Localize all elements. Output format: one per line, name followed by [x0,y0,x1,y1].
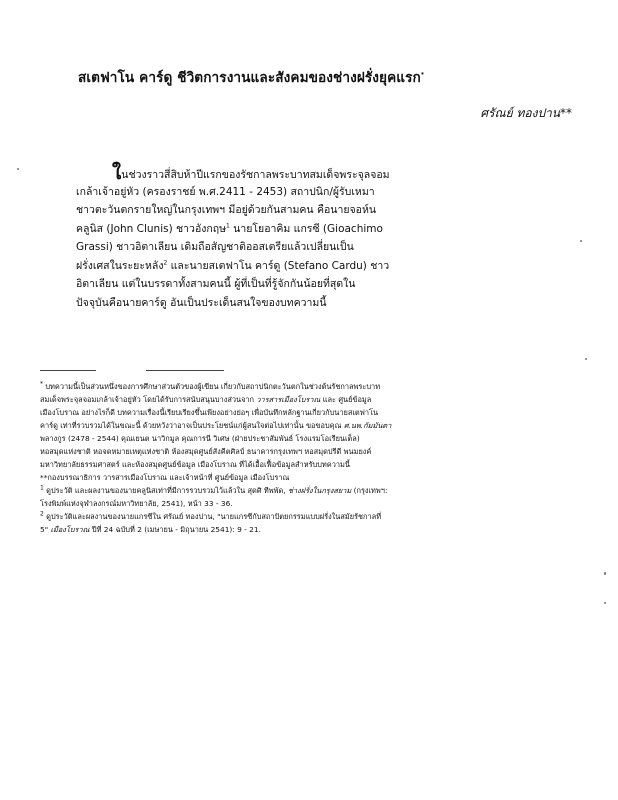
footnote-line: * บทความนี้เป็นส่วนหนึ่งของการศึกษาส่วนตัวของผู้เขียน เกี่ยวกับสถาปนิกตะวันตกในช่วงต้นรัชกาลพระบาท [40,380,381,391]
footnote-line: สมเด็จพระจุลจอมเกล้าเจ้าอยู่หัว โดยได้รับการสนับสนุนบางส่วนจาก วารสารเมืองโบราณ และ ศูนย์ข้อมูล [40,395,372,404]
scan-speck [580,240,582,242]
body-line: Grassi) ชาวอิตาเลียน เดิมถือสัญชาติออสเตรียแล้วเปลี่ยนเป็น [76,241,354,253]
scan-speck [604,602,606,604]
body-line: คลูนิส (John Clunis) ชาวอังกฤษ$^1$ นายโยอาคิม แกรซี (Gioachimo [76,222,383,235]
footnote-line: **กองบรรณาธิการ วารสารเมืองโบราณ และเจ้าหน้าที่ ศูนย์ข้อมูล เมืองโบราณ [40,473,290,482]
body-line: อิตาเลียน แต่ในบรรดาทั้งสามคนนี้ ผู้ที่เป็นที่รู้จักกันน้อยที่สุดใน [76,278,356,290]
scan-speck [17,168,19,170]
body-line: ชาวตะวันตกรายใหญ่ในกรุงเทพฯ มีอยู่ด้วยกันสามคน คือนายจอห์น [76,204,377,216]
footnote-line: 5" เมืองโบราณ ปีที่ 24 ฉบับที่ 2 (เมษายน - มิถุนายน 2541): 9 - 21. [40,525,261,534]
footnote-line: เมืองโบราณ อย่างไรก็ดี บทความเรื่องนี้เรียบเรียงขึ้นเพียงอย่างย่อๆ เพื่อบันทึกหลักฐานเกี่ยวกับนายสเตฟาโน [40,408,379,417]
footnote-line: มหาวิทยาลัยธรรมศาสตร์ และห้องสมุดศูนย์ข้อมูล เมืองโบราณ ที่ได้เอื้อเฟื้อข้อมูลสำหรับบทความนี้ [40,460,350,469]
drop-cap: ใ [112,162,122,184]
footnote-ref-2: 2 [163,259,168,266]
scan-speck [585,358,587,360]
footnote-line: $^2$ ดูประวัติและผลงานของนายแกรซีใน ศรัณย์ ทองปาน, "นายแกรซีกับสถาปัตยกรรมแบบฝรั่งในสมัยรัชกาลที่ [40,510,382,521]
body-paragraph [76,162,484,312]
footnote-line: โรงพิมพ์แห่งจุฬาลงกรณ์มหาวิทยาลัย, 2541), หน้า 33 - 36. [40,499,233,508]
body-line: ในช่วงราวสี่สิบห้าปีแรกของรัชกาลพระบาทสมเด็จพระจุลจอม [112,162,390,184]
author-name: ศรัณย์ ทองปาน** [480,106,572,120]
footnote-divider [40,370,96,371]
footnote-ref-1: 1 [226,222,230,229]
footnote-line: หอสมุดแห่งชาติ หอจดหมายเหตุแห่งชาติ ห้องสมุดศูนย์สังคีตศิลป์ ธนาคารกรุงเทพฯ หอสมุดปรีดี พนมยงค์ [40,447,372,456]
footnote-line: $^1$ ดูประวัติ และผลงานของนายคลูนิสเท่าที่มีการรวบรวมไว้แล้วใน สุดศิ ทีพพัด, ช่างฝรั่งในกรุงสยาม (กรุงเทพฯ: [40,484,388,495]
footnote-divider [146,370,224,371]
footnotes [40,380,580,536]
body-line: ปัจจุบันคือนายคาร์ดู อันเป็นประเด็นสนใจของบทความนี้ [76,296,327,309]
scan-speck [604,572,606,575]
article-title-text: สเตฟาโน คาร์ดู ชีวิตการงานและสังคมของช่างฝรั่งยุคแรก [78,70,421,86]
body-line: เกล้าเจ้าอยู่หัว (ครองราชย์ พ.ศ.2411 - 2453) สถาปนิก/ผู้รับเหมา [76,185,375,198]
footnote-line: พลางกูร (2478 - 2544) คุณเยนต นาวิกมูล คุณการนี วิเศษ (ฝ่ายประชาสัมพันธ์ โรงแรมโอเรียนเต็ล) [40,434,360,443]
footnote-line: คาร์ดู เท่าที่รวบรวมได้ในขณะนี้ ด้วยหวังว่าอาจเป็นประโยชน์แก่ผู้สนใจต่อไปเท่านั้น ขอขอบคุณ ศ.นพ.กัมมันตา [40,421,392,430]
article-title [78,66,548,88]
title-footnote-marker: * [420,71,425,79]
body-line: ฝรั่งเศสในระยะหลัง$^2$ และนายสเตฟาโน คาร์ดู (Stefano Cardu) ชาว [76,259,390,272]
